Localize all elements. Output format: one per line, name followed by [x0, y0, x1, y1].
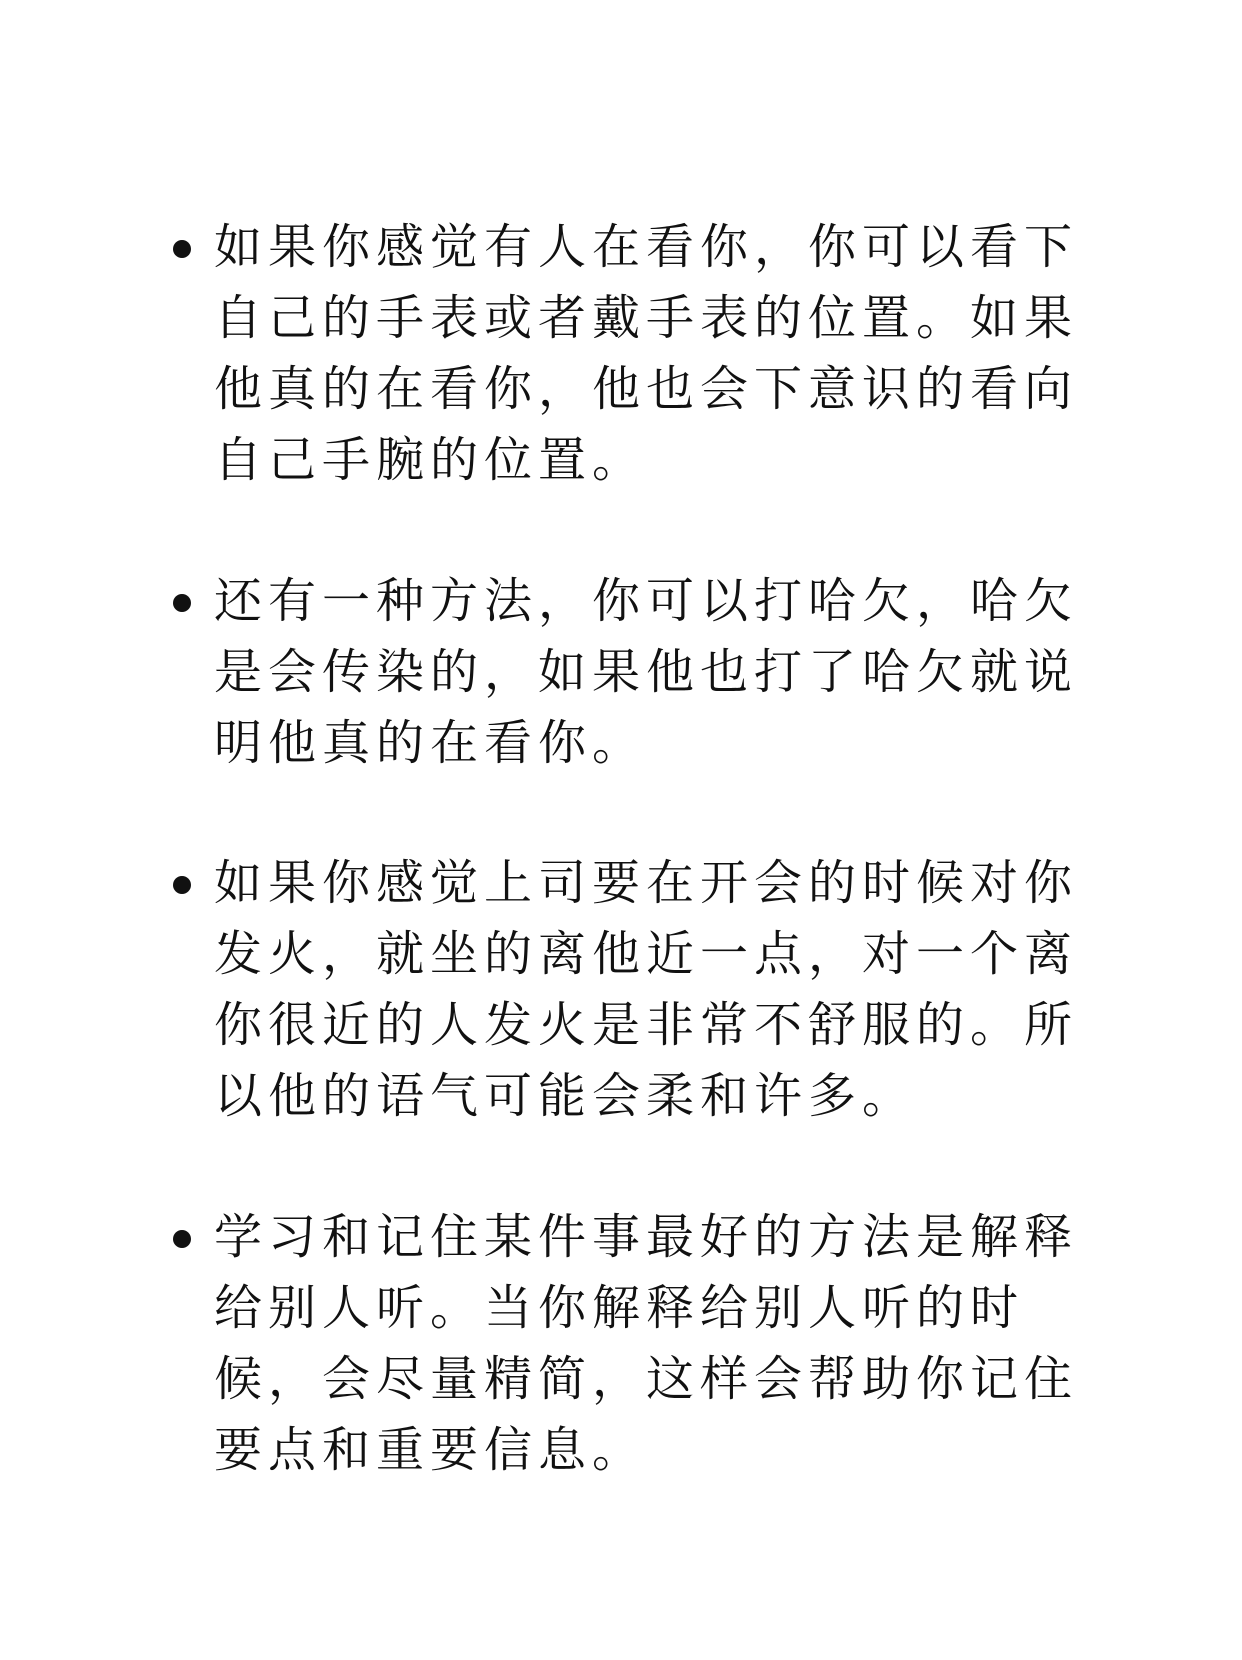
tip-text: 学习和记住某件事最好的方法是解释给别人听。当你解释给别人听的时候，会尽量精简，这样会帮助你记住要点和重要信息。 — [214, 1209, 1079, 1478]
bullet-dot-icon — [173, 240, 191, 258]
tip-text: 如果你感觉有人在看你，你可以看下自己的手表或者戴手表的位置。如果他真的在看你，他也会下意识的看向自己手腕的位置。 — [214, 219, 1079, 488]
bullet-dot-icon — [173, 594, 191, 612]
bullet-dot-icon — [173, 1230, 191, 1248]
tip-text: 如果你感觉上司要在开会的时候对你发火，就坐的离他近一点，对一个离你很近的人发火是非常不舒服的。所以他的语气可能会柔和许多。 — [214, 855, 1079, 1124]
tip-text: 还有一种方法，你可以打哈欠，哈欠是会传染的，如果他也打了哈欠就说明他真的在看你。 — [214, 573, 1079, 771]
bullet-dot-icon — [173, 876, 191, 894]
